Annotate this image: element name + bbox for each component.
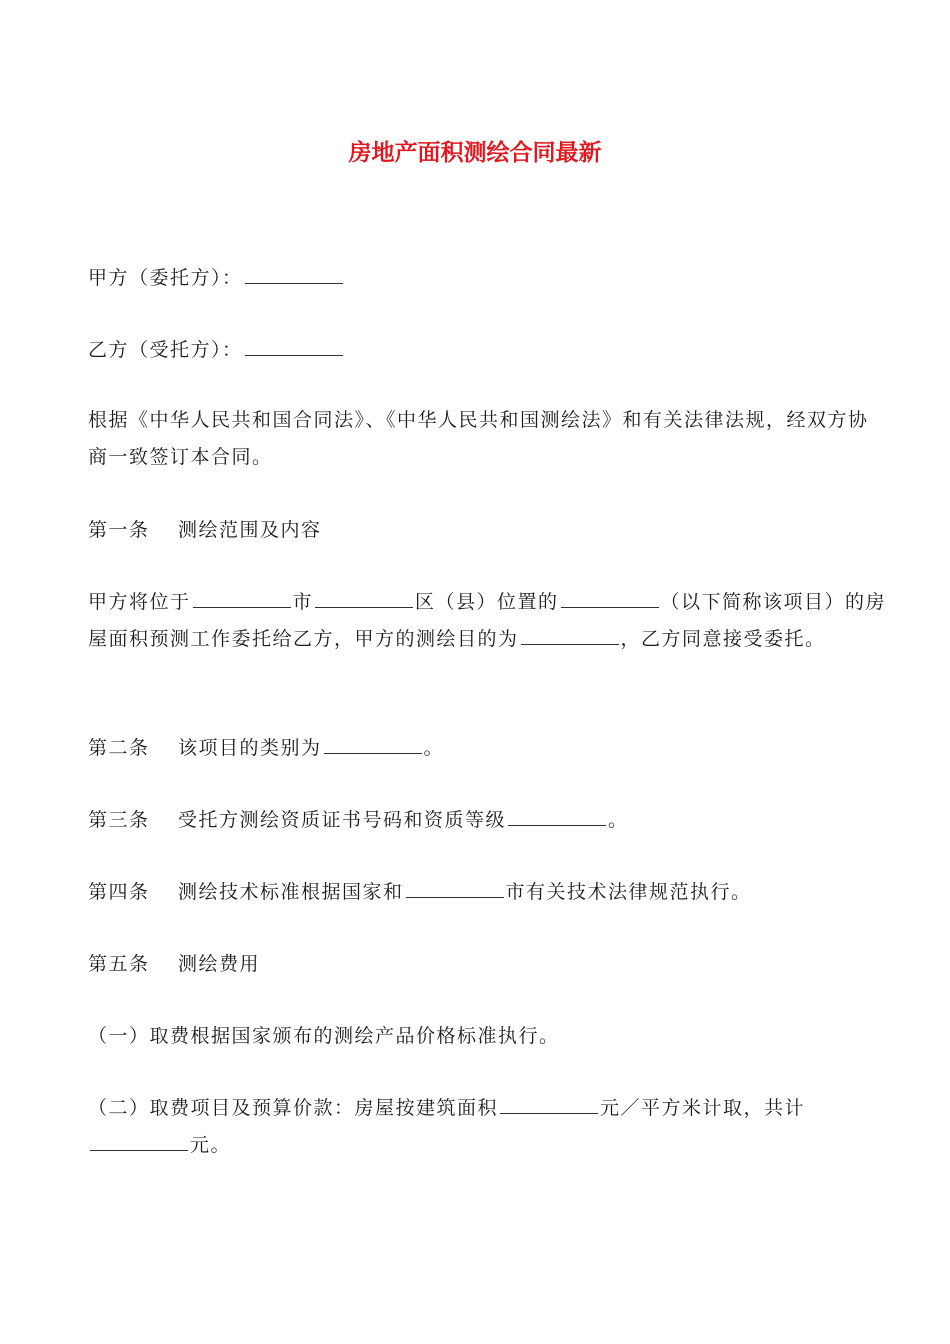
unit-price-blank	[500, 1091, 598, 1114]
party-a-line	[88, 260, 888, 297]
article-3-text: 受托方测绘资质证书号码和资质等级	[178, 809, 507, 831]
purpose-blank	[521, 622, 619, 645]
article-2-number: 第二条	[88, 737, 150, 759]
article-4-line	[88, 874, 888, 911]
fee-item-2-text-a: （二）取费项目及预算价款：房屋按建筑面积	[88, 1097, 499, 1119]
fee-item-2	[88, 1090, 888, 1164]
article-1-paragraph	[88, 584, 888, 658]
city-blank	[193, 585, 291, 608]
category-blank	[324, 731, 422, 754]
preamble-text: 根据《中华人民共和国合同法》、《中华人民共和国测绘法》和有关法律法规，经双方协商一致签订本合同。	[88, 409, 869, 468]
article-3-line	[88, 802, 888, 839]
article-1-text-4: （以下简称该项目）的房屋面积预测工作委托给乙方，甲方的测绘目的为	[88, 591, 887, 650]
article-3-number: 第三条	[88, 809, 150, 831]
article-5-number: 第五条	[88, 953, 150, 975]
article-1-heading	[88, 512, 888, 549]
party-a-blank	[245, 261, 343, 284]
district-blank	[315, 585, 413, 608]
article-3-end: 。	[608, 809, 629, 831]
preamble-paragraph	[88, 402, 888, 476]
party-a-label: 甲方（委托方）：	[88, 267, 243, 289]
article-1-title: 测绘范围及内容	[178, 519, 322, 541]
fee-item-2-text-b: 元／平方米计取，共计	[600, 1097, 806, 1119]
article-1-number: 第一条	[88, 519, 150, 541]
article-4-end: 市有关技术法律规范执行。	[505, 881, 752, 903]
article-1-text-5: ，乙方同意接受委托。	[620, 628, 826, 650]
party-b-label: 乙方（受托方）：	[88, 339, 243, 361]
article-1-text-1: 甲方将位于	[88, 591, 191, 613]
article-5-title: 测绘费用	[178, 953, 261, 975]
article-2-end: 。	[423, 737, 445, 759]
article-4-number: 第四条	[88, 881, 150, 903]
fee-item-2-text-c: 元。	[190, 1134, 232, 1156]
fee-item-1	[88, 1018, 888, 1055]
fee-item-1-text: （一）取费根据国家颁布的测绘产品价格标准执行。	[88, 1025, 560, 1047]
article-2-text: 该项目的类别为	[178, 737, 322, 759]
article-1-text-2: 市	[292, 591, 314, 613]
location-blank	[561, 585, 659, 608]
standard-city-blank	[406, 875, 504, 898]
party-b-line	[88, 332, 888, 369]
article-1-text-3: 区（县）位置的	[415, 591, 559, 613]
total-blank	[90, 1128, 188, 1151]
article-2-line	[88, 730, 888, 767]
party-b-blank	[245, 333, 343, 356]
document-title: 房地产面积测绘合同最新	[348, 140, 602, 166]
article-5-heading	[88, 946, 888, 983]
article-4-text: 测绘技术标准根据国家和	[178, 881, 404, 903]
qualification-blank	[508, 803, 606, 826]
